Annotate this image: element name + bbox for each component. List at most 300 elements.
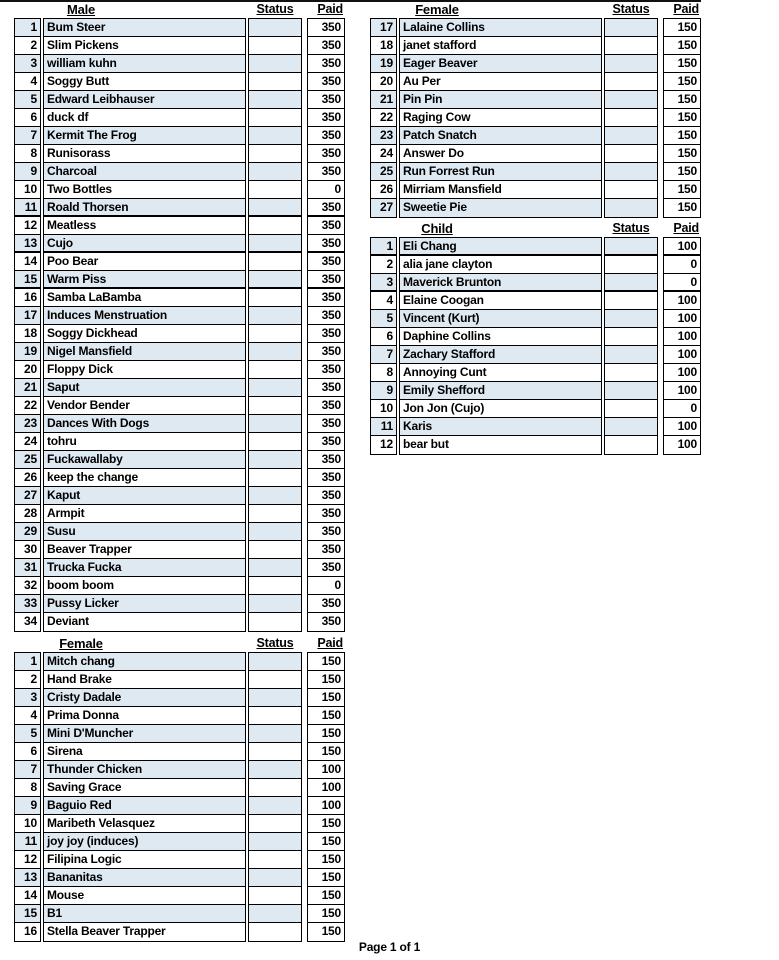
row-name: Annoying Cunt [400, 364, 601, 382]
status-column-header-female-2: Status [612, 2, 650, 16]
row-index: 27 [371, 199, 396, 217]
row-index: 14 [15, 887, 40, 905]
row-name: Pin Pin [400, 91, 601, 109]
row-index: 24 [15, 433, 40, 451]
row-index: 28 [15, 505, 40, 523]
row-status [605, 382, 657, 400]
row-index: 27 [15, 487, 40, 505]
row-index: 30 [15, 541, 40, 559]
row-index: 15 [15, 905, 40, 923]
row-name: Answer Do [400, 145, 601, 163]
row-paid: 150 [321, 924, 341, 938]
section-title-child-3: Child [421, 221, 453, 236]
row-name: Mitch chang [44, 653, 245, 671]
row-index: 3 [371, 274, 396, 292]
row-status [249, 433, 301, 451]
row-index: 26 [15, 469, 40, 487]
row-paid: 350 [308, 19, 344, 37]
row-index: 11 [15, 833, 40, 851]
row-name: Eager Beaver [400, 55, 601, 73]
row-index: 1 [15, 19, 40, 37]
row-index: 10 [15, 181, 40, 199]
row-index: 8 [15, 145, 40, 163]
row-name: Trucka Fucka [44, 559, 245, 577]
row-status [249, 199, 301, 217]
row-name: Eli Chang [400, 238, 601, 256]
section-title-female-2: Female [415, 2, 459, 17]
row-paid: 150 [664, 109, 700, 127]
row-paid: 350 [308, 361, 344, 379]
row-name: Deviant [47, 614, 89, 628]
row-name: Saving Grace [44, 779, 245, 797]
row-paid: 150 [308, 833, 344, 851]
row-name: Hand Brake [44, 671, 245, 689]
row-index: 10 [371, 400, 396, 418]
paid-column-header-male-0: Paid [317, 2, 343, 16]
row-name: Filipina Logic [44, 851, 245, 869]
row-index: 6 [15, 109, 40, 127]
row-name: Two Bottles [44, 181, 245, 199]
row-paid: 100 [308, 779, 344, 797]
row-name: Kaput [44, 487, 245, 505]
row-status [249, 905, 301, 923]
row-paid: 150 [308, 905, 344, 923]
row-index: 31 [15, 559, 40, 577]
row-status [249, 595, 301, 613]
row-status-column-female-1 [248, 652, 302, 942]
row-index-column-child-3 [370, 237, 397, 455]
row-status [249, 19, 301, 37]
row-name: Susu [44, 523, 245, 541]
row-index: 7 [15, 761, 40, 779]
row-paid: 350 [308, 469, 344, 487]
row-name: tohru [44, 433, 245, 451]
row-paid: 350 [308, 199, 344, 217]
row-name: Prima Donna [44, 707, 245, 725]
row-name: Beaver Trapper [44, 541, 245, 559]
row-paid: 100 [677, 437, 697, 451]
row-name: Soggy Dickhead [44, 325, 245, 343]
row-name: Emily Shefford [400, 382, 601, 400]
row-name: Au Per [400, 73, 601, 91]
row-status [605, 292, 657, 310]
row-index: 2 [15, 671, 40, 689]
row-paid: 0 [664, 256, 700, 274]
row-paid: 0 [308, 181, 344, 199]
row-index: 26 [371, 181, 396, 199]
row-paid: 0 [664, 274, 700, 292]
row-name: janet stafford [400, 37, 601, 55]
row-name: joy joy (induces) [44, 833, 245, 851]
row-status [605, 274, 657, 292]
row-status [249, 613, 301, 631]
row-status [249, 469, 301, 487]
row-name: alia jane clayton [400, 256, 601, 274]
status-column-header-child-3: Status [612, 221, 650, 235]
row-status [249, 235, 301, 253]
row-status [605, 145, 657, 163]
row-paid: 350 [308, 55, 344, 73]
row-index: 14 [15, 253, 40, 271]
row-status [249, 289, 301, 307]
status-column-header-male-0: Status [256, 2, 294, 16]
row-name: keep the change [44, 469, 245, 487]
row-index: 10 [15, 815, 40, 833]
row-name: Karis [400, 418, 601, 436]
row-name: Dances With Dogs [44, 415, 245, 433]
row-index: 21 [371, 91, 396, 109]
row-index: 12 [15, 217, 40, 235]
row-name: Cristy Dadale [44, 689, 245, 707]
row-paid: 150 [308, 653, 344, 671]
row-index: 22 [371, 109, 396, 127]
row-paid: 350 [308, 73, 344, 91]
row-index-column-female-2 [370, 18, 397, 218]
row-index: 11 [371, 418, 396, 436]
row-name: Zachary Stafford [400, 346, 601, 364]
row-status [605, 55, 657, 73]
row-name: Daphine Collins [400, 328, 601, 346]
row-status [249, 217, 301, 235]
row-paid: 350 [308, 433, 344, 451]
row-status [605, 109, 657, 127]
row-name: Nigel Mansfield [44, 343, 245, 361]
row-paid: 150 [664, 73, 700, 91]
row-name: Armpit [44, 505, 245, 523]
row-paid: 100 [664, 382, 700, 400]
row-status [249, 55, 301, 73]
row-status [605, 73, 657, 91]
row-paid: 350 [308, 271, 344, 289]
row-paid: 350 [308, 595, 344, 613]
row-name: Roald Thorsen [44, 199, 245, 217]
row-index: 4 [371, 292, 396, 310]
row-name: Edward Leibhauser [44, 91, 245, 109]
row-index: 21 [15, 379, 40, 397]
row-paid: 350 [308, 37, 344, 55]
row-name-column-male-0 [43, 18, 246, 632]
row-index: 19 [371, 55, 396, 73]
row-name: bear but [403, 437, 449, 451]
row-paid: 100 [664, 364, 700, 382]
row-paid-column-female-2 [663, 18, 701, 218]
row-paid: 350 [308, 523, 344, 541]
row-status [249, 73, 301, 91]
row-name: Mini D'Muncher [44, 725, 245, 743]
row-name: duck df [44, 109, 245, 127]
row-paid: 100 [664, 238, 700, 256]
row-status [249, 253, 301, 271]
row-status [249, 707, 301, 725]
row-status [605, 364, 657, 382]
row-status [249, 361, 301, 379]
row-name: Run Forrest Run [400, 163, 601, 181]
row-status [249, 37, 301, 55]
row-index-column-female-1 [14, 652, 41, 942]
row-name: Baguio Red [44, 797, 245, 815]
row-paid: 150 [677, 200, 697, 214]
row-status [605, 91, 657, 109]
row-status [249, 487, 301, 505]
row-paid: 350 [308, 235, 344, 253]
row-paid: 350 [308, 451, 344, 469]
row-index: 3 [15, 689, 40, 707]
row-index: 16 [15, 289, 40, 307]
paid-column-header-female-2: Paid [673, 2, 699, 16]
row-paid: 150 [308, 725, 344, 743]
row-index: 15 [15, 271, 40, 289]
row-index: 33 [15, 595, 40, 613]
row-status [249, 797, 301, 815]
row-index: 25 [15, 451, 40, 469]
row-status [249, 761, 301, 779]
row-status [249, 343, 301, 361]
row-index: 24 [371, 145, 396, 163]
row-name: Thunder Chicken [44, 761, 245, 779]
row-index: 23 [371, 127, 396, 145]
row-status [249, 145, 301, 163]
row-name: Fuckawallaby [44, 451, 245, 469]
row-paid: 350 [308, 343, 344, 361]
row-paid-column-child-3 [663, 237, 701, 455]
row-status [605, 328, 657, 346]
row-name-column-child-3 [399, 237, 602, 455]
row-status [249, 415, 301, 433]
row-index: 13 [15, 869, 40, 887]
row-name: Maverick Brunton [400, 274, 601, 292]
row-index: 2 [371, 256, 396, 274]
row-name: Samba LaBamba [44, 289, 245, 307]
row-paid: 150 [308, 851, 344, 869]
row-index: 17 [15, 307, 40, 325]
row-status [249, 815, 301, 833]
row-paid: 350 [308, 91, 344, 109]
row-paid: 350 [308, 325, 344, 343]
row-paid: 0 [308, 577, 344, 595]
row-name: Jon Jon (Cujo) [400, 400, 601, 418]
row-paid: 350 [308, 127, 344, 145]
row-name: Cujo [44, 235, 245, 253]
row-status [249, 163, 301, 181]
row-status [249, 307, 301, 325]
row-paid: 150 [308, 689, 344, 707]
row-status [249, 271, 301, 289]
row-index: 9 [371, 382, 396, 400]
row-paid: 150 [308, 887, 344, 905]
row-status [249, 451, 301, 469]
row-status-column-child-3 [604, 237, 658, 455]
row-paid: 350 [308, 289, 344, 307]
row-status [605, 310, 657, 328]
row-index: 9 [15, 797, 40, 815]
page-footer: Page 1 of 1 [358, 940, 421, 954]
row-index: 22 [15, 397, 40, 415]
row-index: 34 [24, 614, 37, 628]
row-index: 25 [371, 163, 396, 181]
row-status [605, 19, 657, 37]
row-index: 23 [15, 415, 40, 433]
row-paid: 150 [664, 145, 700, 163]
row-paid: 150 [664, 163, 700, 181]
row-name: Lalaine Collins [400, 19, 601, 37]
section-title-male-0: Male [66, 2, 96, 17]
row-paid: 150 [308, 869, 344, 887]
row-status [249, 653, 301, 671]
row-status [249, 743, 301, 761]
row-status [249, 91, 301, 109]
row-status-column-female-2 [604, 18, 658, 218]
row-index: 7 [371, 346, 396, 364]
row-paid: 350 [308, 415, 344, 433]
row-status [249, 379, 301, 397]
row-paid: 350 [308, 145, 344, 163]
paid-column-header-female-1: Paid [317, 636, 343, 650]
row-paid: 150 [308, 671, 344, 689]
row-status [605, 181, 657, 199]
row-status [249, 689, 301, 707]
row-status [249, 127, 301, 145]
row-index: 18 [15, 325, 40, 343]
row-paid: 350 [321, 614, 341, 628]
row-name: Warm Piss [44, 271, 245, 289]
row-name-column-female-1 [43, 652, 246, 942]
row-status [249, 833, 301, 851]
row-paid: 350 [308, 253, 344, 271]
row-index: 4 [15, 707, 40, 725]
status-column-header-female-1: Status [256, 636, 294, 650]
row-paid-column-male-0 [307, 18, 345, 632]
row-paid: 150 [664, 91, 700, 109]
row-paid: 350 [308, 541, 344, 559]
row-status [249, 887, 301, 905]
row-index: 3 [15, 55, 40, 73]
row-status [249, 923, 301, 941]
row-status [249, 325, 301, 343]
row-name: boom boom [44, 577, 245, 595]
row-paid: 350 [308, 559, 344, 577]
row-index: 19 [15, 343, 40, 361]
row-index: 8 [371, 364, 396, 382]
row-status [249, 523, 301, 541]
row-paid: 100 [664, 292, 700, 310]
row-status [249, 851, 301, 869]
row-paid: 350 [308, 217, 344, 235]
row-status [605, 199, 657, 217]
row-paid: 350 [308, 163, 344, 181]
row-paid: 350 [308, 379, 344, 397]
row-paid: 100 [664, 328, 700, 346]
row-index: 9 [15, 163, 40, 181]
row-paid: 350 [308, 307, 344, 325]
row-paid: 350 [308, 505, 344, 523]
row-name: Vincent (Kurt) [400, 310, 601, 328]
row-status [605, 238, 657, 256]
row-status [249, 505, 301, 523]
row-paid: 150 [664, 37, 700, 55]
section-title-female-1: Female [59, 636, 103, 651]
row-name: Slim Pickens [44, 37, 245, 55]
row-name: Bananitas [44, 869, 245, 887]
row-index: 5 [371, 310, 396, 328]
row-index: 1 [15, 653, 40, 671]
row-name: Raging Cow [400, 109, 601, 127]
row-paid: 0 [664, 400, 700, 418]
row-index: 18 [371, 37, 396, 55]
row-index: 6 [15, 743, 40, 761]
row-paid: 100 [308, 761, 344, 779]
row-status [605, 163, 657, 181]
row-index: 29 [15, 523, 40, 541]
row-name: Stella Beaver Trapper [47, 924, 166, 938]
row-paid: 150 [308, 815, 344, 833]
row-status [249, 725, 301, 743]
row-index: 32 [15, 577, 40, 595]
row-status [605, 400, 657, 418]
row-name: Kermit The Frog [44, 127, 245, 145]
row-name: Poo Bear [44, 253, 245, 271]
row-paid: 150 [308, 707, 344, 725]
row-paid: 350 [308, 397, 344, 415]
row-paid-column-female-1 [307, 652, 345, 942]
row-status [249, 541, 301, 559]
row-name: Mouse [44, 887, 245, 905]
row-paid: 100 [664, 310, 700, 328]
row-status [249, 181, 301, 199]
row-status [249, 671, 301, 689]
row-status [605, 127, 657, 145]
row-index: 20 [15, 361, 40, 379]
row-name: Meatless [44, 217, 245, 235]
paid-column-header-child-3: Paid [673, 221, 699, 235]
row-index: 11 [15, 199, 40, 217]
row-name: Bum Steer [44, 19, 245, 37]
row-name: Elaine Coogan [400, 292, 601, 310]
row-index: 20 [371, 73, 396, 91]
row-index: 7 [15, 127, 40, 145]
row-status [605, 436, 657, 454]
row-paid: 350 [308, 487, 344, 505]
row-name: Charcoal [44, 163, 245, 181]
row-index: 1 [371, 238, 396, 256]
row-paid: 150 [664, 127, 700, 145]
row-index: 8 [15, 779, 40, 797]
row-index: 5 [15, 725, 40, 743]
row-name: Vendor Bender [44, 397, 245, 415]
row-status [249, 109, 301, 127]
row-status [605, 346, 657, 364]
row-name: Maribeth Velasquez [44, 815, 245, 833]
row-name: B1 [44, 905, 245, 923]
row-name: Soggy Butt [44, 73, 245, 91]
row-status [249, 869, 301, 887]
row-name: Sirena [44, 743, 245, 761]
row-index: 17 [371, 19, 396, 37]
row-paid: 150 [308, 743, 344, 761]
row-index: 16 [24, 924, 37, 938]
row-name: Saput [44, 379, 245, 397]
row-index: 6 [371, 328, 396, 346]
row-paid: 150 [664, 181, 700, 199]
row-paid: 100 [664, 346, 700, 364]
row-status [605, 37, 657, 55]
row-status [605, 256, 657, 274]
row-name: Pussy Licker [44, 595, 245, 613]
row-paid: 150 [664, 55, 700, 73]
row-name: Sweetie Pie [400, 199, 601, 217]
row-index: 4 [15, 73, 40, 91]
row-name: Runisorass [44, 145, 245, 163]
row-name: Patch Snatch [400, 127, 601, 145]
